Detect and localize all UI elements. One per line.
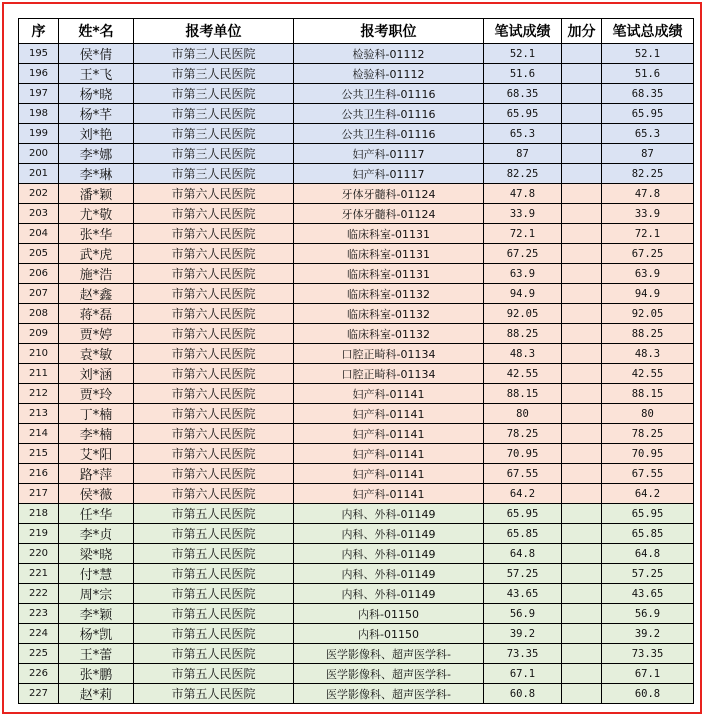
cell-position: 检验科-01112: [294, 64, 484, 84]
cell-bonus: [562, 444, 602, 464]
cell-name: 贾*婷: [59, 324, 134, 344]
cell-name: 杨*芊: [59, 104, 134, 124]
cell-unit: 市第六人民医院: [134, 324, 294, 344]
cell-position: 妇产科-01141: [294, 444, 484, 464]
table-row: [19, 604, 694, 624]
cell-total: 47.8: [602, 184, 694, 204]
cell-bonus: [562, 124, 602, 144]
cell-score: 92.05: [484, 304, 562, 324]
cell-score: 64.2: [484, 484, 562, 504]
cell-total: 67.55: [602, 464, 694, 484]
cell-position: 内科、外科-01149: [294, 524, 484, 544]
table-body: [19, 44, 694, 704]
cell-bonus: [562, 84, 602, 104]
cell-unit: 市第六人民医院: [134, 204, 294, 224]
cell-position: 妇产科-01117: [294, 144, 484, 164]
cell-name: 潘*颖: [59, 184, 134, 204]
cell-seq: 200: [19, 144, 59, 164]
cell-seq: 206: [19, 264, 59, 284]
cell-unit: 市第六人民医院: [134, 384, 294, 404]
cell-seq: 223: [19, 604, 59, 624]
cell-seq: 213: [19, 404, 59, 424]
cell-score: 73.35: [484, 644, 562, 664]
cell-score: 67.25: [484, 244, 562, 264]
score-table: [18, 18, 694, 704]
cell-unit: 市第五人民医院: [134, 604, 294, 624]
cell-seq: 227: [19, 684, 59, 704]
cell-seq: 224: [19, 624, 59, 644]
cell-name: 付*慧: [59, 564, 134, 584]
header-total: 笔试总成绩: [602, 19, 694, 44]
cell-bonus: [562, 264, 602, 284]
cell-unit: 市第六人民医院: [134, 424, 294, 444]
cell-unit: 市第三人民医院: [134, 44, 294, 64]
cell-seq: 219: [19, 524, 59, 544]
cell-seq: 202: [19, 184, 59, 204]
cell-name: 李*贞: [59, 524, 134, 544]
cell-total: 88.25: [602, 324, 694, 344]
table-row: [19, 244, 694, 264]
cell-name: 赵*莉: [59, 684, 134, 704]
cell-total: 33.9: [602, 204, 694, 224]
cell-total: 48.3: [602, 344, 694, 364]
cell-bonus: [562, 624, 602, 644]
header-seq: 序: [19, 19, 59, 44]
cell-total: 43.65: [602, 584, 694, 604]
cell-position: 牙体牙髓科-01124: [294, 204, 484, 224]
cell-bonus: [562, 364, 602, 384]
table-row: [19, 124, 694, 144]
cell-total: 73.35: [602, 644, 694, 664]
cell-position: 妇产科-01141: [294, 384, 484, 404]
cell-seq: 222: [19, 584, 59, 604]
cell-total: 78.25: [602, 424, 694, 444]
cell-position: 口腔正畸科-01134: [294, 364, 484, 384]
cell-position: 临床科室-01132: [294, 304, 484, 324]
cell-seq: 220: [19, 544, 59, 564]
cell-score: 51.6: [484, 64, 562, 84]
cell-position: 临床科室-01131: [294, 264, 484, 284]
cell-total: 72.1: [602, 224, 694, 244]
header-row: [19, 19, 694, 44]
cell-seq: 212: [19, 384, 59, 404]
cell-unit: 市第六人民医院: [134, 444, 294, 464]
table-row: [19, 484, 694, 504]
cell-name: 任*华: [59, 504, 134, 524]
cell-name: 蒋*磊: [59, 304, 134, 324]
table-row: [19, 184, 694, 204]
cell-total: 65.95: [602, 504, 694, 524]
cell-bonus: [562, 104, 602, 124]
cell-position: 妇产科-01141: [294, 424, 484, 444]
cell-position: 医学影像科、超声医学科-: [294, 644, 484, 664]
cell-seq: 211: [19, 364, 59, 384]
cell-bonus: [562, 144, 602, 164]
cell-total: 60.8: [602, 684, 694, 704]
cell-score: 52.1: [484, 44, 562, 64]
cell-seq: 201: [19, 164, 59, 184]
cell-score: 88.25: [484, 324, 562, 344]
table-row: [19, 384, 694, 404]
cell-bonus: [562, 544, 602, 564]
cell-score: 68.35: [484, 84, 562, 104]
cell-position: 医学影像科、超声医学科-: [294, 664, 484, 684]
cell-unit: 市第三人民医院: [134, 164, 294, 184]
cell-name: 王*飞: [59, 64, 134, 84]
header-unit: 报考单位: [134, 19, 294, 44]
cell-bonus: [562, 584, 602, 604]
table-row: [19, 324, 694, 344]
cell-bonus: [562, 524, 602, 544]
cell-score: 94.9: [484, 284, 562, 304]
cell-unit: 市第六人民医院: [134, 464, 294, 484]
cell-position: 妇产科-01141: [294, 404, 484, 424]
cell-total: 39.2: [602, 624, 694, 644]
cell-position: 公共卫生科-01116: [294, 124, 484, 144]
cell-bonus: [562, 384, 602, 404]
cell-name: 侯*薇: [59, 484, 134, 504]
cell-seq: 225: [19, 644, 59, 664]
cell-seq: 221: [19, 564, 59, 584]
cell-unit: 市第五人民医院: [134, 544, 294, 564]
table-row: [19, 524, 694, 544]
cell-total: 56.9: [602, 604, 694, 624]
cell-seq: 210: [19, 344, 59, 364]
cell-total: 67.1: [602, 664, 694, 684]
cell-score: 67.1: [484, 664, 562, 684]
header-score: 笔试成绩: [484, 19, 562, 44]
cell-score: 60.8: [484, 684, 562, 704]
cell-position: 公共卫生科-01116: [294, 104, 484, 124]
table-row: [19, 624, 694, 644]
cell-bonus: [562, 184, 602, 204]
cell-score: 63.9: [484, 264, 562, 284]
cell-bonus: [562, 564, 602, 584]
cell-name: 袁*敏: [59, 344, 134, 364]
cell-unit: 市第六人民医院: [134, 224, 294, 244]
cell-unit: 市第六人民医院: [134, 284, 294, 304]
table-row: [19, 504, 694, 524]
cell-seq: 196: [19, 64, 59, 84]
cell-score: 47.8: [484, 184, 562, 204]
cell-total: 64.8: [602, 544, 694, 564]
cell-score: 42.55: [484, 364, 562, 384]
cell-total: 65.95: [602, 104, 694, 124]
cell-score: 80: [484, 404, 562, 424]
cell-name: 李*楠: [59, 424, 134, 444]
cell-name: 武*虎: [59, 244, 134, 264]
cell-name: 赵*鑫: [59, 284, 134, 304]
cell-bonus: [562, 164, 602, 184]
table-row: [19, 464, 694, 484]
cell-position: 内科、外科-01149: [294, 584, 484, 604]
cell-score: 67.55: [484, 464, 562, 484]
cell-position: 内科、外科-01149: [294, 504, 484, 524]
cell-name: 杨*晓: [59, 84, 134, 104]
cell-unit: 市第五人民医院: [134, 664, 294, 684]
cell-seq: 226: [19, 664, 59, 684]
table-row: [19, 664, 694, 684]
cell-position: 内科、外科-01149: [294, 564, 484, 584]
header-name: 姓*名: [59, 19, 134, 44]
cell-bonus: [562, 204, 602, 224]
cell-seq: 208: [19, 304, 59, 324]
cell-score: 88.15: [484, 384, 562, 404]
cell-total: 68.35: [602, 84, 694, 104]
cell-bonus: [562, 44, 602, 64]
cell-name: 周*宗: [59, 584, 134, 604]
table-row: [19, 104, 694, 124]
cell-score: 64.8: [484, 544, 562, 564]
cell-unit: 市第六人民医院: [134, 344, 294, 364]
cell-score: 65.3: [484, 124, 562, 144]
table-row: [19, 164, 694, 184]
cell-total: 80: [602, 404, 694, 424]
cell-name: 丁*楠: [59, 404, 134, 424]
cell-bonus: [562, 304, 602, 324]
cell-total: 67.25: [602, 244, 694, 264]
cell-total: 63.9: [602, 264, 694, 284]
cell-unit: 市第三人民医院: [134, 104, 294, 124]
table-row: [19, 44, 694, 64]
cell-score: 43.65: [484, 584, 562, 604]
table-row: [19, 144, 694, 164]
cell-unit: 市第五人民医院: [134, 524, 294, 544]
table-row: [19, 424, 694, 444]
page-frame: [2, 2, 702, 714]
cell-position: 医学影像科、超声医学科-: [294, 684, 484, 704]
table-row: [19, 344, 694, 364]
table-row: [19, 584, 694, 604]
cell-name: 艾*阳: [59, 444, 134, 464]
cell-score: 48.3: [484, 344, 562, 364]
cell-name: 梁*晓: [59, 544, 134, 564]
cell-name: 张*鹏: [59, 664, 134, 684]
cell-position: 妇产科-01141: [294, 484, 484, 504]
cell-unit: 市第六人民医院: [134, 184, 294, 204]
table-row: [19, 304, 694, 324]
table-row: [19, 204, 694, 224]
table-row: [19, 444, 694, 464]
cell-bonus: [562, 404, 602, 424]
cell-score: 87: [484, 144, 562, 164]
cell-position: 妇产科-01141: [294, 464, 484, 484]
cell-bonus: [562, 604, 602, 624]
cell-score: 65.95: [484, 504, 562, 524]
cell-seq: 198: [19, 104, 59, 124]
cell-score: 56.9: [484, 604, 562, 624]
cell-seq: 203: [19, 204, 59, 224]
cell-unit: 市第六人民医院: [134, 484, 294, 504]
cell-score: 72.1: [484, 224, 562, 244]
header-bonus: 加分: [562, 19, 602, 44]
cell-name: 王*蕾: [59, 644, 134, 664]
cell-unit: 市第三人民医院: [134, 124, 294, 144]
cell-unit: 市第三人民医院: [134, 84, 294, 104]
cell-score: 57.25: [484, 564, 562, 584]
cell-bonus: [562, 504, 602, 524]
cell-bonus: [562, 424, 602, 444]
cell-name: 贾*玲: [59, 384, 134, 404]
cell-total: 42.55: [602, 364, 694, 384]
cell-unit: 市第五人民医院: [134, 624, 294, 644]
cell-bonus: [562, 284, 602, 304]
cell-unit: 市第五人民医院: [134, 644, 294, 664]
cell-position: 口腔正畸科-01134: [294, 344, 484, 364]
cell-name: 李*娜: [59, 144, 134, 164]
table-row: [19, 264, 694, 284]
cell-bonus: [562, 344, 602, 364]
cell-bonus: [562, 64, 602, 84]
cell-unit: 市第三人民医院: [134, 64, 294, 84]
cell-bonus: [562, 244, 602, 264]
cell-seq: 204: [19, 224, 59, 244]
cell-total: 92.05: [602, 304, 694, 324]
table-row: [19, 284, 694, 304]
cell-score: 65.85: [484, 524, 562, 544]
cell-seq: 209: [19, 324, 59, 344]
table-row: [19, 84, 694, 104]
cell-total: 51.6: [602, 64, 694, 84]
cell-score: 82.25: [484, 164, 562, 184]
table-row: [19, 64, 694, 84]
cell-unit: 市第五人民医院: [134, 584, 294, 604]
table-row: [19, 684, 694, 704]
cell-seq: 215: [19, 444, 59, 464]
cell-score: 65.95: [484, 104, 562, 124]
cell-unit: 市第六人民医院: [134, 404, 294, 424]
cell-seq: 195: [19, 44, 59, 64]
table-row: [19, 224, 694, 244]
cell-position: 内科、外科-01149: [294, 544, 484, 564]
cell-seq: 218: [19, 504, 59, 524]
cell-name: 刘*涵: [59, 364, 134, 384]
cell-name: 李*颖: [59, 604, 134, 624]
cell-name: 杨*凯: [59, 624, 134, 644]
cell-name: 张*华: [59, 224, 134, 244]
cell-position: 检验科-01112: [294, 44, 484, 64]
table-row: [19, 364, 694, 384]
cell-unit: 市第五人民医院: [134, 504, 294, 524]
cell-unit: 市第六人民医院: [134, 304, 294, 324]
cell-score: 33.9: [484, 204, 562, 224]
cell-position: 牙体牙髓科-01124: [294, 184, 484, 204]
cell-total: 94.9: [602, 284, 694, 304]
cell-total: 87: [602, 144, 694, 164]
cell-total: 57.25: [602, 564, 694, 584]
cell-name: 侯*倩: [59, 44, 134, 64]
cell-position: 临床科室-01132: [294, 324, 484, 344]
cell-total: 82.25: [602, 164, 694, 184]
cell-name: 刘*艳: [59, 124, 134, 144]
table-row: [19, 564, 694, 584]
cell-unit: 市第三人民医院: [134, 144, 294, 164]
cell-bonus: [562, 224, 602, 244]
cell-seq: 199: [19, 124, 59, 144]
cell-name: 路*萍: [59, 464, 134, 484]
cell-name: 尤*敬: [59, 204, 134, 224]
table-row: [19, 644, 694, 664]
cell-position: 临床科室-01132: [294, 284, 484, 304]
cell-name: 施*浩: [59, 264, 134, 284]
cell-bonus: [562, 324, 602, 344]
cell-position: 临床科室-01131: [294, 224, 484, 244]
cell-position: 内科-01150: [294, 604, 484, 624]
cell-unit: 市第五人民医院: [134, 684, 294, 704]
cell-seq: 217: [19, 484, 59, 504]
cell-seq: 216: [19, 464, 59, 484]
cell-score: 70.95: [484, 444, 562, 464]
cell-bonus: [562, 644, 602, 664]
cell-position: 临床科室-01131: [294, 244, 484, 264]
cell-seq: 214: [19, 424, 59, 444]
cell-seq: 205: [19, 244, 59, 264]
cell-score: 39.2: [484, 624, 562, 644]
table-row: [19, 404, 694, 424]
cell-total: 70.95: [602, 444, 694, 464]
cell-position: 妇产科-01117: [294, 164, 484, 184]
cell-total: 52.1: [602, 44, 694, 64]
cell-bonus: [562, 664, 602, 684]
table-row: [19, 544, 694, 564]
cell-total: 64.2: [602, 484, 694, 504]
cell-name: 李*琳: [59, 164, 134, 184]
cell-total: 65.85: [602, 524, 694, 544]
cell-unit: 市第六人民医院: [134, 364, 294, 384]
cell-position: 内科-01150: [294, 624, 484, 644]
cell-bonus: [562, 684, 602, 704]
cell-unit: 市第五人民医院: [134, 564, 294, 584]
cell-unit: 市第六人民医院: [134, 244, 294, 264]
cell-total: 88.15: [602, 384, 694, 404]
header-position: 报考职位: [294, 19, 484, 44]
cell-seq: 197: [19, 84, 59, 104]
cell-bonus: [562, 484, 602, 504]
cell-unit: 市第六人民医院: [134, 264, 294, 284]
cell-seq: 207: [19, 284, 59, 304]
cell-total: 65.3: [602, 124, 694, 144]
cell-position: 公共卫生科-01116: [294, 84, 484, 104]
cell-score: 78.25: [484, 424, 562, 444]
cell-bonus: [562, 464, 602, 484]
